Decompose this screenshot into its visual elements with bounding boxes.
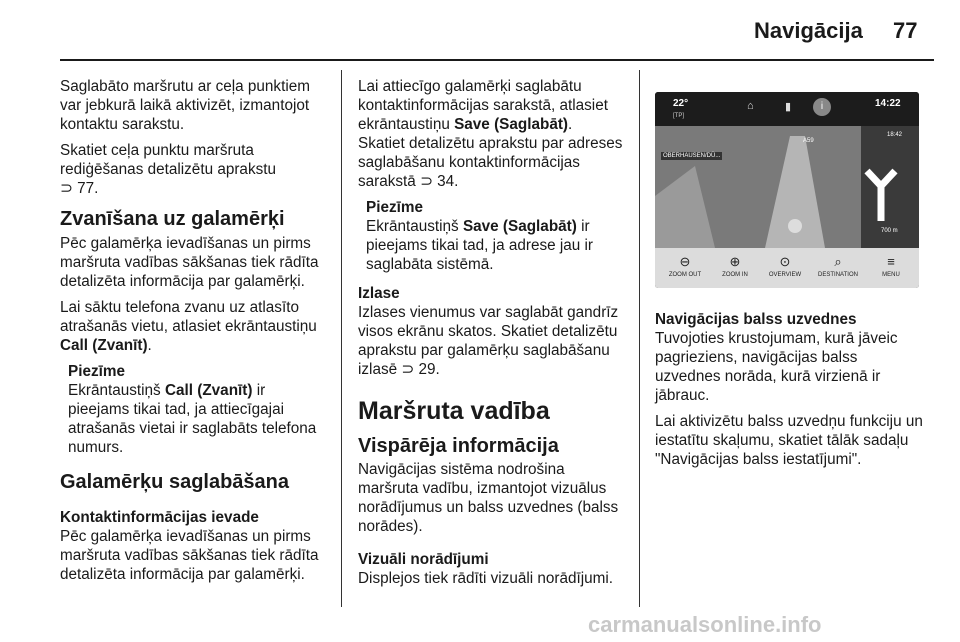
paragraph: Lai aktivizētu balss uzvedņu funkciju un iestatītu skaļumu, skatiet tālāk sadaļu "Navigācijas balss iestatījumi". bbox=[655, 413, 923, 468]
note-title: Piezīme bbox=[68, 363, 125, 380]
home-icon: ⌂ bbox=[747, 100, 754, 112]
paragraph: Saglabāto maršrutu ar ceļa punktiem var jebkurā laikā aktivizēt, izmantojot kontaktu sarakstu. bbox=[60, 78, 310, 133]
zoom-out-icon: ⊖ bbox=[679, 254, 691, 269]
column-1 bbox=[60, 77, 330, 591]
paragraph: Skatiet ceļa punktu maršruta rediģēšanas detalizētu aprakstu ⊃ 77. bbox=[60, 142, 276, 197]
paragraph: Navigācijas sistēma nodrošina maršruta vadību, izmantojot vizuālus norādījumus un balss uzvednes (balss norādes). bbox=[358, 461, 619, 535]
zoom-out-button[interactable]: ⊖ ZOOM OUT bbox=[661, 248, 709, 288]
map-graphic bbox=[655, 126, 919, 248]
note-title: Piezīme bbox=[366, 199, 423, 216]
note-text: Ekrāntaustiņš Call (Zvanīt) ir pieejams tikai tad, ja attiecīgajai atrašanās vietai ir saglabāts telefona numurs. bbox=[68, 382, 317, 456]
column-3 bbox=[655, 310, 925, 476]
subsection-heading: Kontaktinformācijas ievade bbox=[60, 509, 259, 526]
overview-icon: ⊙ bbox=[779, 254, 791, 269]
subsection-heading: Izlase bbox=[358, 285, 400, 302]
overview-button[interactable]: ⊙ OVERVIEW bbox=[761, 248, 809, 288]
navigation-screen-image bbox=[655, 92, 919, 288]
paragraph: Pēc galamērķa ievadīšanas un pirms maršruta vadības sākšanas tiek rādīta detalizēta informācija par galamērķi. bbox=[60, 528, 319, 583]
page-number: 77 bbox=[893, 18, 918, 43]
phone-icon: ▮ bbox=[785, 101, 792, 113]
paragraph: Displejos tiek rādīti vizuāli norādījumi. bbox=[358, 570, 614, 587]
zoom-in-icon: ⊕ bbox=[729, 254, 741, 269]
screen-status-bar bbox=[655, 92, 919, 126]
chapter-heading: Maršruta vadība bbox=[358, 397, 550, 425]
arrow-ref-icon: ⊃ bbox=[60, 180, 73, 197]
paragraph: Tuvojoties krustojumam, kurā jāveic pagrieziens, navigācijas balss uzvednes norāda, kurā virzienā ir jābrauc. bbox=[655, 330, 898, 404]
arrival-time: 18:42 bbox=[887, 132, 903, 138]
page-reference[interactable]: 34. bbox=[437, 173, 459, 190]
column-divider-2 bbox=[639, 70, 640, 607]
note-box bbox=[68, 362, 330, 457]
watermark: carmanualsonline.info bbox=[588, 612, 822, 637]
place-label: OBERHAUSEN/DÜ... bbox=[663, 153, 721, 159]
arrow-ref-icon: ⊃ bbox=[420, 173, 433, 190]
paragraph: Izlases vienumus var saglabāt gandrīz visos ekrānu skatos. Skatiet detalizētu aprakstu par galamērķu saglabāšanu izlasē ⊃ 29. bbox=[358, 304, 619, 378]
navigation-app-icon: i bbox=[813, 98, 831, 116]
paragraph: Pēc galamērķa ievadīšanas un pirms maršruta vadības sākšanas tiek rādīta detalizēta informācija par galamērķi. bbox=[60, 235, 319, 290]
section-heading: Galamērķu saglabāšana bbox=[60, 471, 290, 493]
subsection-heading: Vizuāli norādījumi bbox=[358, 551, 489, 568]
note-box bbox=[366, 198, 628, 274]
temperature: 22° bbox=[673, 98, 689, 109]
zoom-in-button[interactable]: ⊕ ZOOM IN bbox=[711, 248, 759, 288]
subsection-heading: Navigācijas balss uzvednes bbox=[655, 311, 857, 328]
column-divider-1 bbox=[341, 70, 342, 607]
map-view bbox=[655, 126, 919, 248]
paragraph: Skatiet detalizētu aprakstu par adreses saglabāšanu kontaktinformācijas sarakstā ⊃ 34. bbox=[358, 135, 623, 190]
page-reference[interactable]: 29. bbox=[418, 361, 440, 378]
screen-button-bar bbox=[655, 248, 919, 288]
road-label: A59 bbox=[803, 138, 814, 144]
distance-to-turn: 700 m bbox=[881, 228, 898, 234]
note-text: Ekrāntaustiņš Save (Saglabāt) ir pieejams tikai tad, ja adrese jau ir saglabāta sistēmā. bbox=[366, 218, 594, 273]
clock: 14:22 bbox=[875, 98, 901, 109]
destination-button[interactable]: ⌕ DESTINATION bbox=[811, 248, 865, 288]
tp-indicator: [TP] bbox=[673, 113, 685, 119]
paragraph: Lai attiecīgo galamērķi saglabātu kontaktinformācijas sarakstā, atlasiet ekrāntaustiņu Save (Saglabāt). bbox=[358, 78, 608, 133]
column-2 bbox=[358, 77, 628, 595]
menu-button[interactable]: ≡ MENU bbox=[867, 248, 915, 288]
menu-icon: ≡ bbox=[887, 254, 895, 269]
section-heading: Zvanīšana uz galamērķi bbox=[60, 208, 285, 230]
header-rule bbox=[60, 59, 934, 61]
destination-icon: ⌕ bbox=[834, 254, 842, 269]
page-header-title: Navigācija bbox=[754, 18, 863, 43]
arrow-ref-icon: ⊃ bbox=[401, 361, 415, 378]
paragraph: Lai sāktu telefona zvanu uz atlasīto atrašanās vietu, atlasiet ekrāntaustiņu Call (Zvanīt). bbox=[60, 299, 317, 354]
page-reference[interactable]: 77. bbox=[77, 180, 99, 197]
section-heading: Vispārēja informācija bbox=[358, 435, 559, 457]
